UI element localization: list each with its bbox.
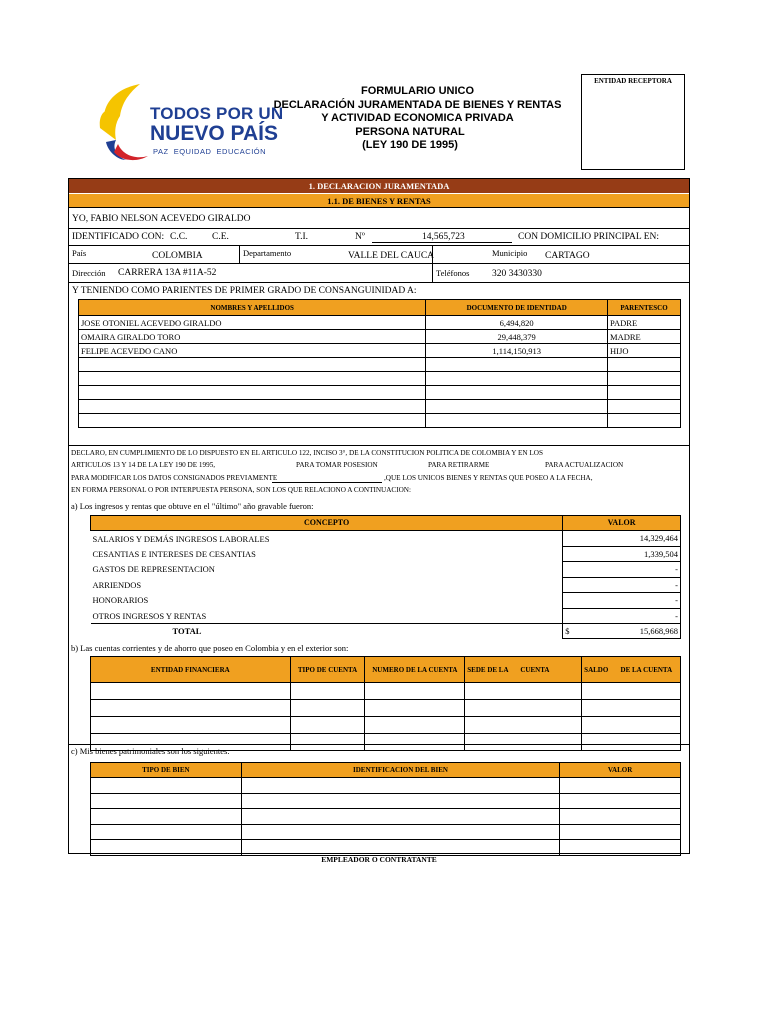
logo-line1: TODOS POR UN — [150, 104, 284, 123]
total-row — [91, 624, 681, 639]
table-row — [91, 778, 681, 794]
table-row — [79, 414, 681, 428]
table-row — [91, 840, 681, 856]
col-documento: DOCUMENTO DE IDENTIDAD — [426, 300, 608, 316]
departamento-label: Departamento — [243, 248, 292, 258]
logo-line2: NUEVO PAÍS — [150, 122, 278, 145]
direccion-label: Dirección — [72, 268, 106, 278]
total-value: 15,668,968 — [639, 626, 678, 636]
col-saldo-cuenta: SALDO DE LA CUENTA — [582, 657, 681, 683]
direccion-value: CARRERA 13A #11A-52 — [118, 268, 217, 278]
section-title: 1. DECLARACION JURAMENTADA — [69, 179, 689, 193]
entidad-receptora-box — [581, 74, 685, 170]
ingresos-intro: a) Los ingresos y rentas que obtuve en el "último" año gravable fueron: — [71, 501, 314, 511]
col-sede-cuenta: SEDE DE LA CUENTA — [465, 657, 582, 683]
declarant-name: YO, FABIO NELSON ACEVEDO GIRALDO — [72, 214, 251, 224]
opt-modificar: PARA MODIFICAR LOS DATOS CONSIGNADOS PREVIAMENTE — [71, 474, 278, 482]
col-concepto: CONCEPTO — [91, 516, 563, 531]
title-line1: FORMULARIO UNICO — [360, 85, 475, 97]
table-row — [79, 358, 681, 372]
departamento-value: VALLE DEL CAUCA — [348, 251, 435, 261]
municipio-label: Municipio — [492, 248, 528, 258]
declaro-line3b: ,QUE LOS UNICOS BIENES Y RENTAS QUE POSEO A LA FECHA, — [384, 474, 593, 482]
table-row — [79, 386, 681, 400]
col-entidad-financiera: ENTIDAD FINANCIERA — [91, 657, 291, 683]
table-row — [91, 717, 681, 734]
domicilio-label: CON DOMICILIO PRINCIPAL EN: — [518, 232, 660, 242]
pais-label: País — [72, 248, 87, 258]
declaro-line1: DECLARO, EN CUMPLIMIENTO DE LO DISPUESTO EN EL ARTICULO 122, INCISO 3°, DE LA CONSTITUCION POLITICA DE COLOMBIA Y EN LOS — [71, 449, 543, 457]
title-line4: PERSONA NATURAL — [355, 125, 465, 138]
empleador-heading: EMPLEADOR O CONTRATANTE — [321, 855, 437, 864]
logo-tagline: PAZ EQUIDAD EDUCACIÓN — [153, 147, 267, 156]
table-row — [91, 683, 681, 700]
telefonos-label: Teléfonos — [436, 268, 470, 278]
table-row — [91, 793, 681, 809]
table-row — [79, 372, 681, 386]
ce-label: C.E. — [212, 232, 229, 242]
id-number: 14,565,723 — [422, 232, 465, 242]
table-row: SALARIOS Y DEMÁS INGRESOS LABORALES 14,329,464 — [91, 531, 681, 547]
title-line5: (LEY 190 DE 1995) — [362, 139, 458, 151]
table-row: HONORARIOS - — [91, 593, 681, 609]
ingresos-table — [90, 515, 681, 639]
table-row: CESANTIAS E INTERESES DE CESANTIAS 1,339,504 — [91, 546, 681, 562]
col-parentesco: PARENTESCO — [608, 300, 681, 316]
cuentas-intro: b) Las cuentas corrientes y de ahorro que poseo en Colombia y en el exterior son: — [71, 643, 349, 653]
table-row — [79, 400, 681, 414]
table-row: JOSE OTONIEL ACEVEDO GIRALDO 6,494,820 PADRE — [79, 316, 681, 330]
currency-symbol: $ — [565, 626, 570, 636]
cc-label: C.C. — [170, 232, 188, 242]
num-label: Nº — [355, 232, 365, 242]
total-label: TOTAL — [172, 626, 202, 637]
table-row: OMAIRA GIRALDO TORO 29,448,379 MADRE — [79, 330, 681, 344]
opt-retirarme: PARA RETIRARME — [428, 461, 490, 469]
telefonos-value: 320 3430330 — [492, 269, 542, 279]
col-tipo-bien: TIPO DE BIEN — [91, 763, 242, 778]
table-row: ARRIENDOS - — [91, 577, 681, 593]
form-title — [270, 85, 565, 153]
section-subtitle: 1.1. DE BIENES Y RENTAS — [69, 194, 689, 208]
opt-tomar-posesion: PARA TOMAR POSESION — [296, 461, 378, 469]
col-tipo-cuenta: TIPO DE CUENTA — [290, 657, 365, 683]
col-nombres: NOMBRES Y APELLIDOS — [79, 300, 426, 316]
table-row: GASTOS DE REPRESENTACION - — [91, 562, 681, 578]
col-valor-bien: VALOR — [560, 763, 681, 778]
table-row — [91, 809, 681, 825]
opt-actualizacion: PARA ACTUALIZACION — [545, 461, 624, 469]
col-identificacion-bien: IDENTIFICACION DEL BIEN — [241, 763, 559, 778]
declaro-line2a: ARTICULOS 13 Y 14 DE LA LEY 190 DE 1995, — [71, 461, 216, 469]
col-valor: VALOR — [563, 516, 681, 531]
parientes-table — [78, 299, 681, 428]
identificado-label: IDENTIFICADO CON: — [72, 232, 165, 242]
title-line3: Y ACTIVIDAD ECONOMICA PRIVADA — [321, 112, 514, 124]
table-row — [91, 700, 681, 717]
pais-value: COLOMBIA — [152, 251, 203, 261]
title-line2: DECLARACIÓN JURAMENTADA DE BIENES Y RENTAS — [273, 98, 562, 111]
colombia-logo-icon — [96, 82, 156, 164]
bienes-table — [90, 762, 681, 856]
table-row: FELIPE ACEVEDO CANO 1,114,150,913 HIJO — [79, 344, 681, 358]
bienes-intro: c) Mis bienes patrimoniales son los siguientes: — [71, 746, 230, 756]
table-row — [91, 824, 681, 840]
entidad-receptora-label: ENTIDAD RECEPTORA — [594, 77, 672, 85]
cuentas-table — [90, 656, 681, 751]
declaro-line4: EN FORMA PERSONAL O POR INTERPUESTA PERSONA, SON LOS QUE RELACIONO A CONTINUACION: — [71, 486, 411, 494]
parientes-intro: Y TENIENDO COMO PARIENTES DE PRIMER GRADO DE CONSANGUINIDAD A: — [72, 286, 417, 296]
ti-label: T.I. — [295, 232, 309, 242]
table-row: OTROS INGRESOS Y RENTAS - — [91, 608, 681, 624]
municipio-value: CARTAGO — [545, 251, 590, 261]
col-numero-cuenta: NUMERO DE LA CUENTA — [365, 657, 465, 683]
